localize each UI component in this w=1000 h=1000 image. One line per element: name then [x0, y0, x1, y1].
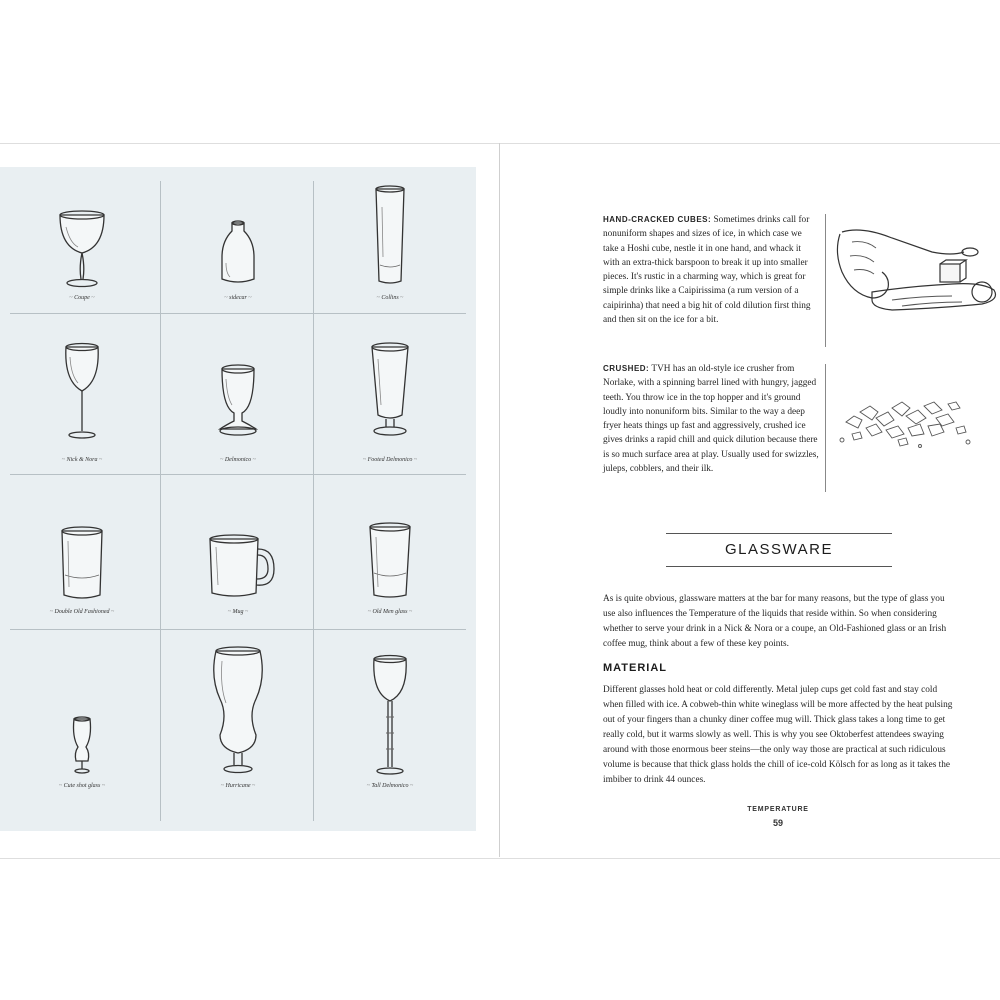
- margin-rule: [825, 214, 826, 347]
- grid-divider: [313, 181, 314, 821]
- glass-cell-coupe: [8, 167, 156, 317]
- glass-caption: ~ Cute shot glass ~: [58, 783, 106, 789]
- material-paragraph: Different glasses hold heat or cold differently. Metal julep cups get cold fast and stay cold when filled with ice. A cobweb-thin white wineglass will be more affected by the heat pulsing out of your fingers than a chunky diner coffee mug will. Thick glass takes a long time to get really cold, but it warms slowly as well. This is why you see Oktoberfest attendees swaying around with those enormous beer steins—the only way those are practical at such ridiculous volume is because that thick glass holds the chill of ice-cold Kölsch for as long as it takes the imbiber to drink 44 ounces.: [603, 685, 953, 785]
- grid-divider: [10, 629, 466, 630]
- crushed-text: TVH has an old-style ice crusher from Norlake, with a spinning barrel lined with hungry, jagged teeth. You throw ice in the top hopper and it's ground loudly into nonuniform bits. Similar to the way a deep fryer heats things up fast and aggressively, crushed ice gives drinks a rapid chill and quick dilution because there is so much surface area at play. Usually used for swizzles, juleps, cobblers, and their ilk.: [603, 364, 819, 475]
- glass-caption: ~ Collins ~: [376, 295, 404, 301]
- glass-caption: ~ sidecar ~: [224, 295, 252, 301]
- hand-cracked-text: Sometimes drinks call for nonuniform shapes and sizes of ice, in which case we take a Hoshi cube, nestle it in one hand, and whack it with an extra-thick barspoon to break it up into smaller pieces. It's rustic in a charming way, which is great for simple drinks like a Caipirissima (a rum version of a caipirinha) that need a big hit of cold dilution first thing and then sit on the ice for a bit.: [603, 215, 811, 326]
- old-men-glass-icon: [316, 475, 464, 615]
- grid-divider: [160, 181, 161, 821]
- nick-and-nora-glass-icon: [8, 317, 156, 457]
- page-number: 59: [772, 818, 783, 828]
- glass-cell-mug: [164, 475, 312, 625]
- subheading-material: MATERIAL: [603, 662, 668, 674]
- mug-glass-icon: [164, 475, 312, 615]
- glass-caption: ~ Old Men glass ~: [367, 609, 413, 615]
- hand-cracked-cubes-paragraph: [603, 213, 819, 327]
- cute-shot-glass-icon: [8, 637, 156, 797]
- glassware-intro-paragraph: As is quite obvious, glassware matters at the bar for many reasons, but the type of glass you use also influences the Temperature of the liquids that reside within. So when considering whether to serve your drink in a Nick & Nora or a coupe, an Old-Fashioned glass or an Irish coffee mug, think about a few of these key points.: [603, 594, 947, 649]
- glass-cell-double-old-fashioned: [8, 475, 156, 625]
- page-gutter: [499, 143, 500, 857]
- glass-caption: ~ Hurricane ~: [220, 783, 256, 789]
- glass-cell-delmonico: [164, 317, 312, 467]
- crushed-lead: CRUSHED:: [603, 364, 650, 373]
- margin-rule: [825, 364, 826, 492]
- collins-glass-icon: [316, 167, 464, 297]
- heading-rule-bottom: [666, 566, 892, 567]
- crushed-ice-illustration: [836, 382, 976, 462]
- glass-caption: ~ Tall Delmonico ~: [366, 783, 414, 789]
- glass-cell-footed-delmonico: [316, 317, 464, 467]
- tall-delmonico-glass-icon: [316, 637, 464, 797]
- sidecar-glass-icon: [164, 167, 312, 297]
- delmonico-glass-icon: [164, 317, 312, 457]
- glass-caption: ~ Delmonico ~: [220, 457, 256, 463]
- section-heading-glassware: GLASSWARE: [725, 541, 833, 558]
- running-footer-section: TEMPERATURE: [747, 806, 809, 813]
- glass-caption: ~ Mug ~: [227, 609, 249, 615]
- crushed-ice-paragraph: [603, 362, 819, 476]
- glass-cell-cute-shot-glass: [8, 637, 156, 787]
- glass-caption: ~ Footed Delmonico ~: [362, 457, 418, 463]
- glass-caption: ~ Nick & Nora ~: [61, 457, 103, 463]
- glass-cell-nick-and-nora: [8, 317, 156, 467]
- glass-cell-collins: [316, 167, 464, 317]
- glassware-illustration-panel: [0, 167, 476, 831]
- glass-cell-sidecar: [164, 167, 312, 317]
- glass-cell-hurricane: [164, 637, 312, 787]
- hurricane-glass-icon: [164, 637, 312, 797]
- glass-cell-old-men-glass: [316, 475, 464, 625]
- glass-caption: ~ Coupe ~: [69, 295, 95, 301]
- hand-cracked-lead: HAND-CRACKED CUBES:: [603, 215, 712, 224]
- coupe-glass-icon: [8, 167, 156, 297]
- glass-caption: ~ Double Old Fashioned ~: [49, 609, 115, 615]
- hand-cracked-ice-illustration: [832, 212, 1000, 340]
- double-old-fashioned-glass-icon: [8, 475, 156, 615]
- footed-delmonico-glass-icon: [316, 317, 464, 457]
- glass-cell-tall-delmonico: [316, 637, 464, 787]
